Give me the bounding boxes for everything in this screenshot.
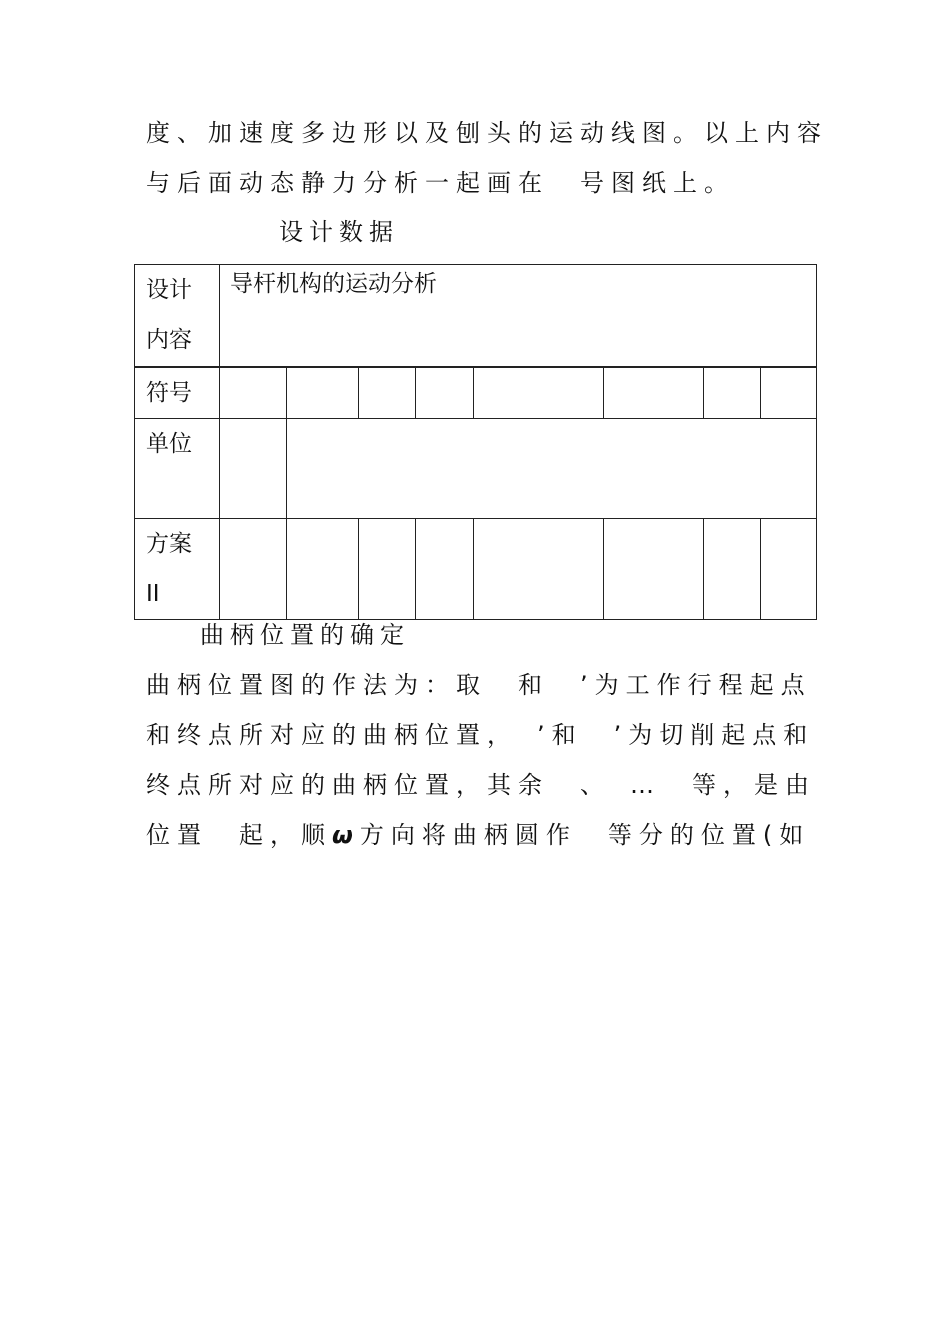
table-row-symbol: [135, 367, 817, 419]
table-row-design-content: [135, 265, 817, 367]
paragraph-line: 与后面动态静力分析一起画在 号图纸上。: [146, 169, 735, 197]
table-cell: [761, 367, 817, 419]
table-cell-label: 单位: [135, 418, 220, 518]
label-text: 内容: [146, 327, 192, 353]
paragraph-line: 度、加速度多边形以及刨头的运动线图。以上内容: [146, 119, 828, 147]
paragraph-line: [146, 819, 811, 851]
paragraph-line: 终点所对应的曲柄位置，其余 、 … 等，是由: [146, 771, 816, 799]
table-cell: [220, 367, 287, 419]
table-row-unit: [135, 418, 817, 518]
table-cell: [474, 518, 604, 619]
table-cell: [287, 418, 817, 518]
table-cell: [761, 518, 817, 619]
label-text: 设计: [146, 277, 192, 303]
table-cell: [359, 518, 416, 619]
table-cell: [704, 367, 761, 419]
table-cell: [474, 367, 604, 419]
omega-symbol: ω: [332, 821, 360, 849]
table-cell: [287, 367, 359, 419]
section-heading: 曲柄位置的确定: [200, 621, 410, 649]
table-row-plan: [135, 518, 817, 619]
table-cell-label: [135, 518, 220, 619]
label-text: 方案: [146, 530, 192, 557]
text-span: 位置 起，顺: [146, 821, 332, 849]
table-cell-label: [135, 265, 220, 367]
table-cell-label: 符号: [135, 367, 220, 419]
table-cell: [416, 367, 474, 419]
table-cell: [704, 518, 761, 619]
design-data-table: [134, 264, 817, 620]
label-text: II: [146, 580, 160, 607]
text-span: 方向将曲柄圆作 等分的位置(如: [359, 821, 811, 849]
table-cell: [220, 518, 287, 619]
paragraph-line: 和终点所对应的曲柄位置， ’和 ’为切削起点和: [146, 721, 815, 749]
table-cell: [287, 518, 359, 619]
table-caption: 设计数据: [279, 218, 399, 246]
table-cell-content: 导杆机构的运动分析: [220, 265, 817, 367]
table-cell: [604, 518, 704, 619]
table-cell: [416, 518, 474, 619]
table-cell: [604, 367, 704, 419]
table-cell: [359, 367, 416, 419]
paragraph-line: 曲柄位置图的作法为：取 和 ’为工作行程起点: [146, 671, 812, 699]
table-cell: [220, 418, 287, 518]
